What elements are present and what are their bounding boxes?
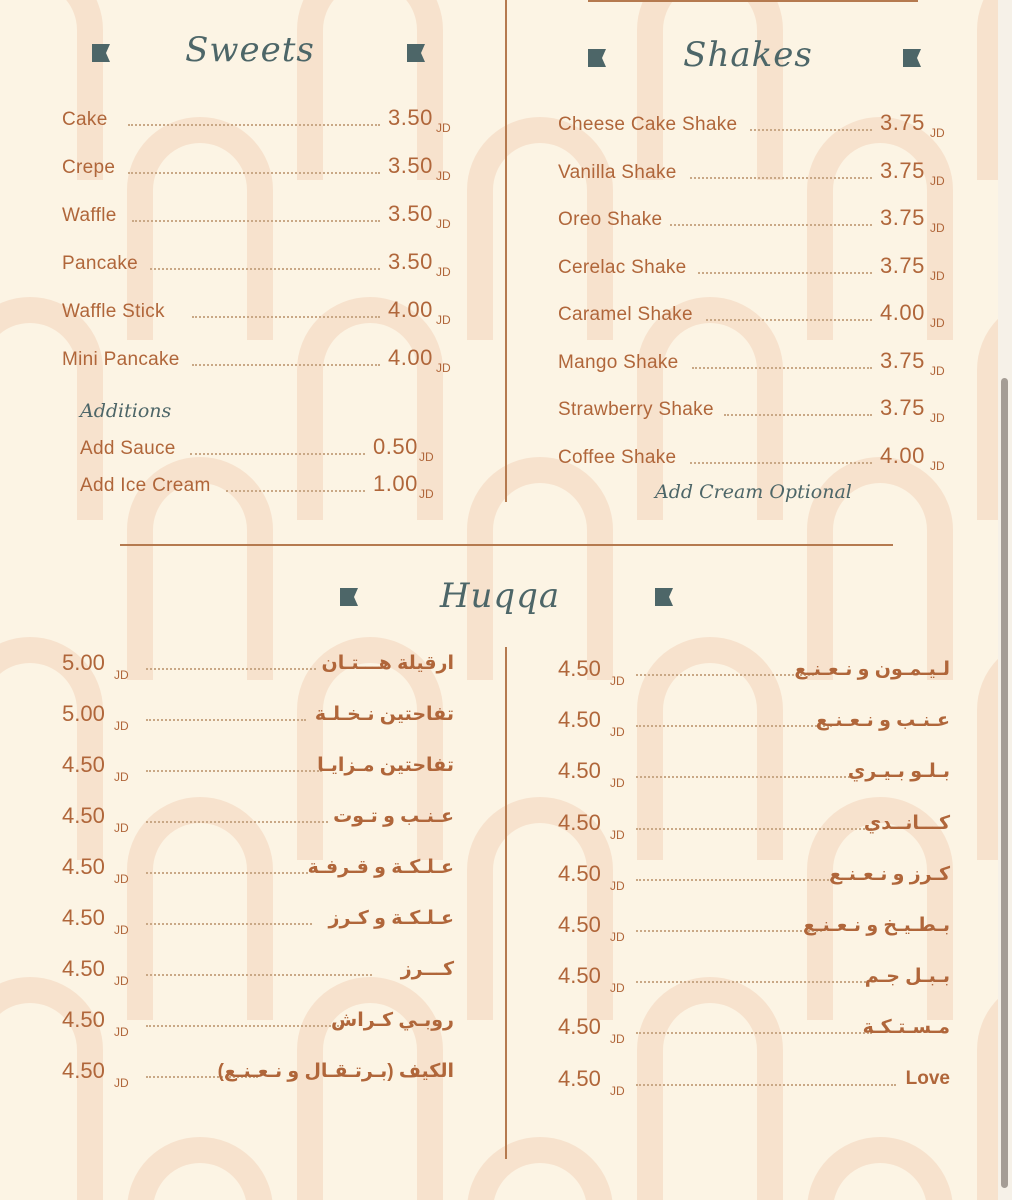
item-name: Mini Pancake	[62, 349, 180, 370]
currency-label: JD	[114, 770, 129, 784]
huqqa-row	[558, 656, 950, 692]
item-price: 1.00	[373, 471, 418, 496]
shakes-right-flag-icon	[903, 49, 921, 67]
currency-label: JD	[114, 872, 129, 886]
dot-leader	[690, 177, 872, 179]
huqqa-row	[62, 956, 454, 992]
dot-leader	[636, 1084, 896, 1086]
currency-label: JD	[610, 827, 625, 842]
dot-leader	[146, 668, 316, 670]
item-name: عـلـكـة و قـرفـة	[307, 857, 454, 878]
item-name: ارقيلة هـــتـان	[321, 653, 454, 674]
item-name: كـــرز	[400, 959, 454, 980]
dot-leader	[192, 316, 380, 318]
item-price: 4.50	[558, 656, 601, 681]
dot-leader	[692, 367, 872, 369]
dot-leader	[146, 719, 306, 721]
item-price: 4.00	[388, 345, 433, 370]
huqqa-row	[558, 1014, 950, 1050]
huqqa-row	[62, 854, 454, 890]
currency-label: JD	[436, 313, 451, 327]
huqqa-row	[558, 912, 950, 948]
item-name: تفاحتين مـزايـا	[317, 755, 454, 776]
huqqa-row	[558, 963, 950, 999]
item-name: بـطـيـخ و نـعـنـع	[802, 915, 950, 936]
item-name: عـنـب و تـوت	[333, 806, 454, 827]
dot-leader	[128, 124, 380, 126]
item-name: Cake	[62, 109, 108, 130]
dot-leader	[636, 674, 814, 676]
item-name: روبـي كـراش	[331, 1010, 454, 1031]
menu-row	[558, 347, 958, 380]
item-price: 4.50	[558, 809, 601, 835]
currency-label: JD	[930, 173, 945, 188]
huqqa-row	[62, 650, 454, 686]
shakes-top-rule	[588, 0, 918, 2]
item-price: 4.50	[558, 860, 601, 886]
item-name: Cerelac Shake	[558, 256, 687, 278]
currency-label: JD	[930, 411, 945, 425]
dot-leader	[636, 725, 832, 727]
currency-label: JD	[610, 776, 625, 791]
currency-label: JD	[114, 719, 129, 733]
arch-shape	[0, 0, 90, 180]
shakes-title: Shakes	[683, 35, 813, 75]
dot-leader	[146, 1025, 342, 1027]
currency-label: JD	[436, 169, 451, 183]
currency-label: JD	[114, 821, 129, 835]
currency-label: JD	[610, 1032, 625, 1047]
currency-label: JD	[930, 363, 945, 378]
scrollbar-thumb[interactable]	[1001, 378, 1008, 1188]
currency-label: JD	[114, 1025, 129, 1039]
currency-label: JD	[610, 930, 625, 944]
dot-leader	[146, 770, 322, 772]
menu-row	[558, 205, 958, 237]
currency-label: JD	[419, 450, 434, 464]
item-price: 4.50	[62, 803, 105, 828]
item-name: عـلـكـة و كـرز	[328, 908, 454, 929]
menu-row	[62, 297, 462, 329]
additions-title: Additions	[80, 400, 172, 422]
item-price: 4.50	[62, 956, 105, 981]
item-name: لـيـمـون و نـعـنـع	[794, 659, 950, 680]
dot-leader	[192, 364, 380, 366]
menu-row	[62, 153, 462, 185]
item-price: 4.50	[558, 758, 601, 784]
item-name: Pancake	[62, 253, 139, 274]
menu-row	[62, 105, 462, 137]
currency-label: JD	[114, 974, 129, 988]
menu-row	[62, 201, 462, 233]
menu-row	[62, 345, 462, 377]
item-name: بـلـو بـيـري	[847, 761, 950, 783]
item-price: 4.50	[558, 1014, 601, 1040]
item-price: 0.50	[373, 434, 418, 459]
item-price: 4.50	[62, 854, 105, 879]
currency-label: JD	[930, 458, 945, 473]
menu-row	[62, 249, 462, 281]
sweets-title: Sweets	[185, 30, 315, 70]
menu-row	[558, 252, 958, 285]
currency-label: JD	[114, 1076, 129, 1090]
dot-leader	[636, 776, 850, 778]
currency-label: JD	[610, 1083, 625, 1098]
currency-label: JD	[610, 674, 625, 688]
item-price: 3.75	[880, 205, 925, 230]
item-price: 3.50	[388, 105, 433, 130]
item-price: 4.50	[558, 912, 601, 937]
item-price: 5.00	[62, 701, 105, 726]
dot-leader	[636, 1032, 872, 1034]
item-name: Caramel Shake	[558, 304, 693, 325]
dot-leader	[146, 872, 308, 874]
item-price: 4.00	[880, 300, 925, 325]
currency-label: JD	[114, 923, 129, 937]
item-name: Add Sauce	[80, 438, 176, 459]
item-name: Crepe	[62, 157, 116, 178]
huqqa-row	[558, 860, 950, 897]
item-price: 4.50	[558, 1065, 601, 1091]
item-name: Cheese Cake Shake	[558, 114, 738, 135]
dot-leader	[132, 220, 380, 222]
item-name: كـــانــدي	[863, 812, 950, 834]
dot-leader	[636, 879, 832, 881]
section-divider	[120, 544, 893, 546]
arch-shape	[480, 1150, 600, 1200]
huqqa-row	[62, 803, 454, 839]
item-name: Love	[905, 1067, 950, 1089]
item-name: Vanilla Shake	[558, 161, 677, 183]
item-name: عـنـب و نـعـنـع	[815, 710, 950, 732]
dot-leader	[150, 268, 380, 270]
huqqa-row	[558, 758, 950, 794]
top-column-divider	[505, 0, 507, 502]
dot-leader	[698, 272, 872, 274]
item-name: Waffle Stick	[62, 301, 165, 322]
currency-label: JD	[610, 878, 625, 893]
arch-shape	[480, 470, 600, 680]
item-price: 4.50	[558, 707, 601, 733]
menu-row	[80, 434, 450, 466]
shakes-note: Add Cream Optional	[655, 481, 852, 503]
item-price: 4.50	[62, 1007, 105, 1032]
dot-leader	[226, 490, 365, 492]
dot-leader	[636, 981, 866, 983]
item-price: 3.75	[880, 157, 925, 183]
currency-label: JD	[930, 316, 945, 330]
dot-leader	[146, 974, 372, 976]
currency-label: JD	[114, 668, 129, 682]
item-price: 4.50	[558, 963, 601, 989]
huqqa-row	[62, 1007, 454, 1043]
menu-row	[558, 395, 958, 427]
currency-label: JD	[436, 265, 451, 279]
item-name: Add Ice Cream	[80, 475, 211, 496]
dot-leader	[190, 453, 365, 455]
dot-leader	[750, 129, 872, 131]
huqqa-title: Huqqa	[439, 576, 561, 616]
item-price: 5.00	[62, 650, 105, 675]
item-price: 3.75	[880, 252, 925, 278]
shakes-left-flag-icon	[588, 49, 606, 67]
item-name: Mango Shake	[558, 351, 679, 373]
huqqa-row	[558, 707, 950, 743]
menu-row	[558, 157, 958, 190]
dot-leader	[146, 821, 328, 823]
huqqa-column-divider	[505, 647, 507, 1159]
item-price: 3.50	[388, 249, 433, 274]
huqqa-row	[62, 905, 454, 941]
item-price: 3.75	[880, 347, 925, 373]
arch-shape	[0, 310, 90, 520]
sweets-right-flag-icon	[407, 44, 425, 62]
item-name: Coffee Shake	[558, 446, 677, 468]
menu-row	[80, 471, 450, 503]
item-price: 4.00	[388, 297, 433, 322]
sweets-left-flag-icon	[92, 44, 110, 62]
item-name: بـبـل جـم	[864, 966, 950, 988]
currency-label: JD	[610, 981, 625, 996]
item-price: 4.50	[62, 752, 105, 777]
dot-leader	[690, 462, 872, 464]
item-price: 3.50	[388, 201, 433, 226]
arch-shape	[650, 0, 770, 180]
huqqa-right-flag-icon	[655, 588, 673, 606]
item-price: 4.00	[880, 442, 925, 468]
item-price: 3.75	[880, 110, 925, 135]
currency-label: JD	[610, 725, 625, 740]
dot-leader	[706, 319, 872, 321]
dot-leader	[636, 828, 872, 830]
dot-leader	[146, 923, 312, 925]
item-price: 4.50	[62, 1058, 105, 1083]
currency-label: JD	[436, 121, 451, 135]
dot-leader	[128, 172, 380, 174]
item-price: 3.75	[880, 395, 925, 420]
item-name: Strawberry Shake	[558, 399, 714, 420]
currency-label: JD	[436, 217, 451, 231]
currency-label: JD	[930, 268, 945, 283]
huqqa-row	[558, 809, 950, 846]
huqqa-row	[62, 701, 454, 737]
currency-label: JD	[436, 361, 451, 375]
item-price: 3.50	[388, 153, 433, 178]
menu-row	[558, 300, 958, 332]
huqqa-row	[62, 1058, 454, 1094]
item-name: الكيف (بـرتـقـال و نـعـنـع)	[217, 1061, 454, 1082]
dot-leader	[724, 414, 872, 416]
huqqa-row	[62, 752, 454, 788]
currency-label: JD	[419, 487, 434, 501]
huqqa-row	[558, 1065, 950, 1102]
item-name: Waffle	[62, 205, 117, 226]
item-name: Oreo Shake	[558, 209, 663, 230]
item-name: مـسـتـكـة	[862, 1017, 950, 1039]
currency-label: JD	[930, 126, 945, 140]
menu-row	[558, 442, 958, 475]
dot-leader	[670, 224, 872, 226]
item-name: تفاحتين نـخـلـة	[314, 704, 454, 725]
arch-shape	[140, 1150, 260, 1200]
arch-shape	[820, 1150, 940, 1200]
menu-row	[558, 110, 958, 142]
dot-leader	[636, 930, 822, 932]
currency-label: JD	[930, 221, 945, 235]
huqqa-left-flag-icon	[340, 588, 358, 606]
item-name: كـرز و نـعـنـع	[829, 863, 950, 885]
item-price: 4.50	[62, 905, 105, 930]
